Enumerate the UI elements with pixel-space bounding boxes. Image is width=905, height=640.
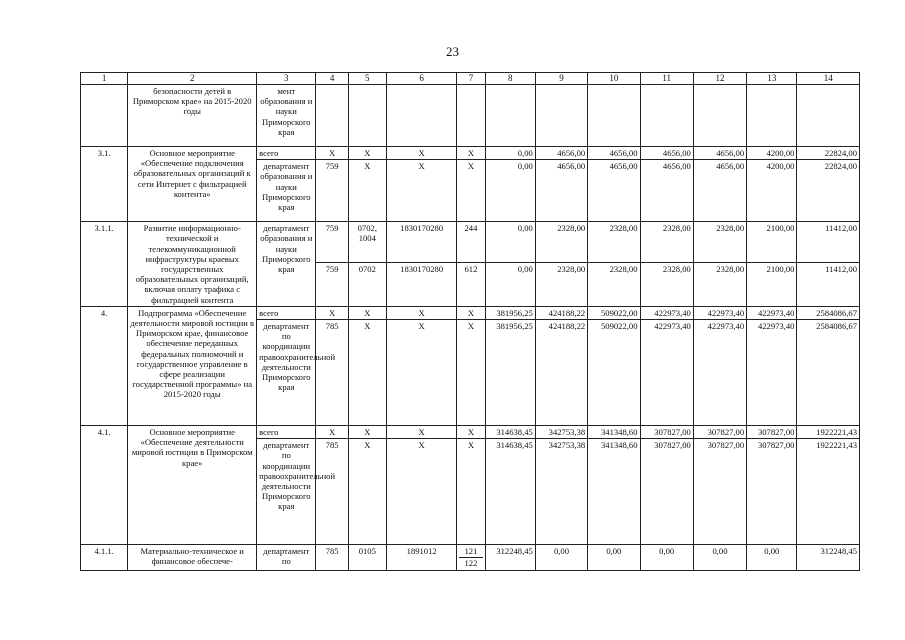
cell-vr: X (457, 426, 485, 439)
cell-2018: 307827,00 (640, 439, 693, 545)
cell-vr-122: 122 (464, 558, 478, 569)
cell-csr: 1830170280 (386, 222, 456, 262)
cell-vr: X (457, 306, 485, 319)
cell-vr: 612 (457, 262, 485, 306)
cell-csr: 1830170280 (386, 262, 456, 306)
cell-2020: 4200,00 (747, 147, 797, 160)
cell-2017: 509022,00 (588, 306, 640, 319)
cell-2015: 0,00 (485, 147, 535, 160)
header-cell: 13 (747, 73, 797, 85)
cell-csr: X (386, 160, 456, 222)
cell-total: 2584086,67 (797, 306, 860, 319)
row-number: 4. (81, 306, 128, 425)
cell-2016: 2328,00 (535, 262, 587, 306)
cell-2016: 0,00 (535, 545, 587, 571)
cell-csr: X (386, 147, 456, 160)
cell-2018: 4656,00 (640, 147, 693, 160)
header-cell: 10 (588, 73, 640, 85)
cell-2019: 0,00 (693, 545, 746, 571)
cell-rzpr: X (348, 320, 386, 426)
cell-grbs: X (316, 147, 348, 160)
cell-2017: 341348,60 (588, 426, 640, 439)
header-cell: 8 (485, 73, 535, 85)
executor: департамент по координации правоохранительной деятельности Приморского края (257, 320, 316, 426)
header-row (81, 73, 860, 85)
cell-rzpr: 0702 (348, 262, 386, 306)
cell-2015: 0,00 (485, 262, 535, 306)
header-cell: 12 (693, 73, 746, 85)
activity-name: безопасности детей в Приморском крае» на 2015-2020 годы (128, 85, 257, 147)
cell-vr: X (457, 160, 485, 222)
header-cell: 9 (535, 73, 587, 85)
cell-2019: 4656,00 (693, 147, 746, 160)
activity-name: Развитие информационно-технической и телекоммуникационной инфраструктуры краевых государственных образовательных организаций, включая оплату трафика с фильтрацией контента (128, 222, 257, 307)
executor: всего (257, 426, 316, 439)
cell-2018: 422973,40 (640, 320, 693, 426)
executor: всего (257, 147, 316, 160)
executor: департамент образования и науки Приморского края (257, 222, 316, 307)
cell-2016: 424188,22 (535, 320, 587, 426)
executor: департамент образования и науки Приморского края (257, 160, 316, 222)
cell-2019: 4656,00 (693, 160, 746, 222)
cell-rzpr: 0702, 1004 (348, 222, 386, 262)
row-number: 4.1.1. (81, 545, 128, 571)
cell-2020: 2100,00 (747, 222, 797, 262)
cell-vr: 244 (457, 222, 485, 262)
cell-2017: 2328,00 (588, 222, 640, 262)
cell-2016: 424188,22 (535, 306, 587, 319)
row-number: 3.1. (81, 147, 128, 222)
cell-2016: 4656,00 (535, 147, 587, 160)
cell-grbs: X (316, 426, 348, 439)
header-cell: 14 (797, 73, 860, 85)
cell-grbs: X (316, 306, 348, 319)
cell-2017: 2328,00 (588, 262, 640, 306)
cell-vr: X (457, 439, 485, 545)
header-cell: 7 (457, 73, 485, 85)
cell-2017: 509022,00 (588, 320, 640, 426)
cell-2019: 2328,00 (693, 262, 746, 306)
cell-2019: 422973,40 (693, 320, 746, 426)
cell-2017: 0,00 (588, 545, 640, 571)
cell-2019: 307827,00 (693, 439, 746, 545)
header-cell: 1 (81, 73, 128, 85)
cell-rzpr: X (348, 160, 386, 222)
cell-csr: X (386, 306, 456, 319)
cell-grbs: 785 (316, 320, 348, 426)
cell-csr: X (386, 426, 456, 439)
activity-name: Материально-техническое и финансовое обеспече- (128, 545, 257, 571)
table-row (81, 85, 860, 147)
cell-2018: 422973,40 (640, 306, 693, 319)
row-number (81, 85, 128, 147)
cell-2017: 4656,00 (588, 147, 640, 160)
cell-total: 1922221,43 (797, 426, 860, 439)
cell-total: 11412,00 (797, 222, 860, 262)
row-number: 3.1.1. (81, 222, 128, 307)
cell-total: 2584086,67 (797, 320, 860, 426)
cell-2015: 381956,25 (485, 320, 535, 426)
cell-total: 22824,00 (797, 160, 860, 222)
table-row (81, 222, 860, 262)
cell-total: 1922221,43 (797, 439, 860, 545)
cell-grbs: 759 (316, 222, 348, 262)
cell-2020: 4200,00 (747, 160, 797, 222)
header-cell: 2 (128, 73, 257, 85)
executor: мент образования и науки Приморского края (257, 85, 316, 147)
cell-2020: 2100,00 (747, 262, 797, 306)
cell-total: 22824,00 (797, 147, 860, 160)
cell-csr: X (386, 439, 456, 545)
cell-vr-121: 121 (459, 546, 482, 558)
cell-rzpr: X (348, 426, 386, 439)
cell-2015: 314638,45 (485, 426, 535, 439)
table-row (81, 147, 860, 160)
page-number: 23 (446, 44, 459, 59)
activity-name: Основное мероприятие «Обеспечение подключения образовательных организаций к сети Интернет с фильтрацией контента» (128, 147, 257, 222)
cell-2018: 307827,00 (640, 426, 693, 439)
cell-2018: 2328,00 (640, 262, 693, 306)
cell-csr: X (386, 320, 456, 426)
cell-2015: 0,00 (485, 160, 535, 222)
activity-name: Подпрограмма «Обеспечение деятельности мировой юстиции в Приморском крае, финансовое обеспечение переданных федеральных полномочий и государственное управление в сфере реализации государственной программы» на 2015-2020 годы (128, 306, 257, 425)
cell-2016: 342753,38 (535, 426, 587, 439)
cell-2018: 4656,00 (640, 160, 693, 222)
budget-table (80, 72, 860, 571)
cell-2019: 2328,00 (693, 222, 746, 262)
header-cell: 3 (257, 73, 316, 85)
cell-2020: 422973,40 (747, 320, 797, 426)
cell-csr: 1891012 (386, 545, 456, 571)
cell-2018: 2328,00 (640, 222, 693, 262)
cell-rzpr: X (348, 439, 386, 545)
cell-rzpr: X (348, 147, 386, 160)
table-row (81, 306, 860, 319)
cell-2016: 2328,00 (535, 222, 587, 262)
table-row (81, 545, 860, 571)
cell-rzpr: 0105 (348, 545, 386, 571)
cell-rzpr: X (348, 306, 386, 319)
cell-total: 11412,00 (797, 262, 860, 306)
executor: департамент по (257, 545, 316, 571)
cell-2015: 0,00 (485, 222, 535, 262)
row-number: 4.1. (81, 426, 128, 545)
cell-grbs: 759 (316, 262, 348, 306)
cell-2018: 0,00 (640, 545, 693, 571)
cell-2017: 4656,00 (588, 160, 640, 222)
cell-vr: X (457, 320, 485, 426)
executor: всего (257, 306, 316, 319)
cell-grbs: 785 (316, 439, 348, 545)
table-row (81, 426, 860, 439)
cell-2019: 422973,40 (693, 306, 746, 319)
cell-total: 312248,45 (797, 545, 860, 571)
cell-2020: 422973,40 (747, 306, 797, 319)
header-cell: 4 (316, 73, 348, 85)
cell-2015: 312248,45 (485, 545, 535, 571)
cell-2017: 341348,60 (588, 439, 640, 545)
executor: департамент по координации правоохранительной деятельности Приморского края (257, 439, 316, 545)
cell-2020: 307827,00 (747, 426, 797, 439)
cell-grbs: 759 (316, 160, 348, 222)
cell-2015: 314638,45 (485, 439, 535, 545)
activity-name: Основное мероприятие «Обеспечение деятельности мировой юстиции в Приморском крае» (128, 426, 257, 545)
cell-vr: X (457, 147, 485, 160)
header-cell: 6 (386, 73, 456, 85)
header-cell: 5 (348, 73, 386, 85)
cell-2016: 342753,38 (535, 439, 587, 545)
cell-2016: 4656,00 (535, 160, 587, 222)
cell-grbs: 785 (316, 545, 348, 571)
cell-2020: 0,00 (747, 545, 797, 571)
cell-2020: 307827,00 (747, 439, 797, 545)
cell-2015: 381956,25 (485, 306, 535, 319)
cell-vr (457, 545, 485, 571)
cell-2019: 307827,00 (693, 426, 746, 439)
header-cell: 11 (640, 73, 693, 85)
